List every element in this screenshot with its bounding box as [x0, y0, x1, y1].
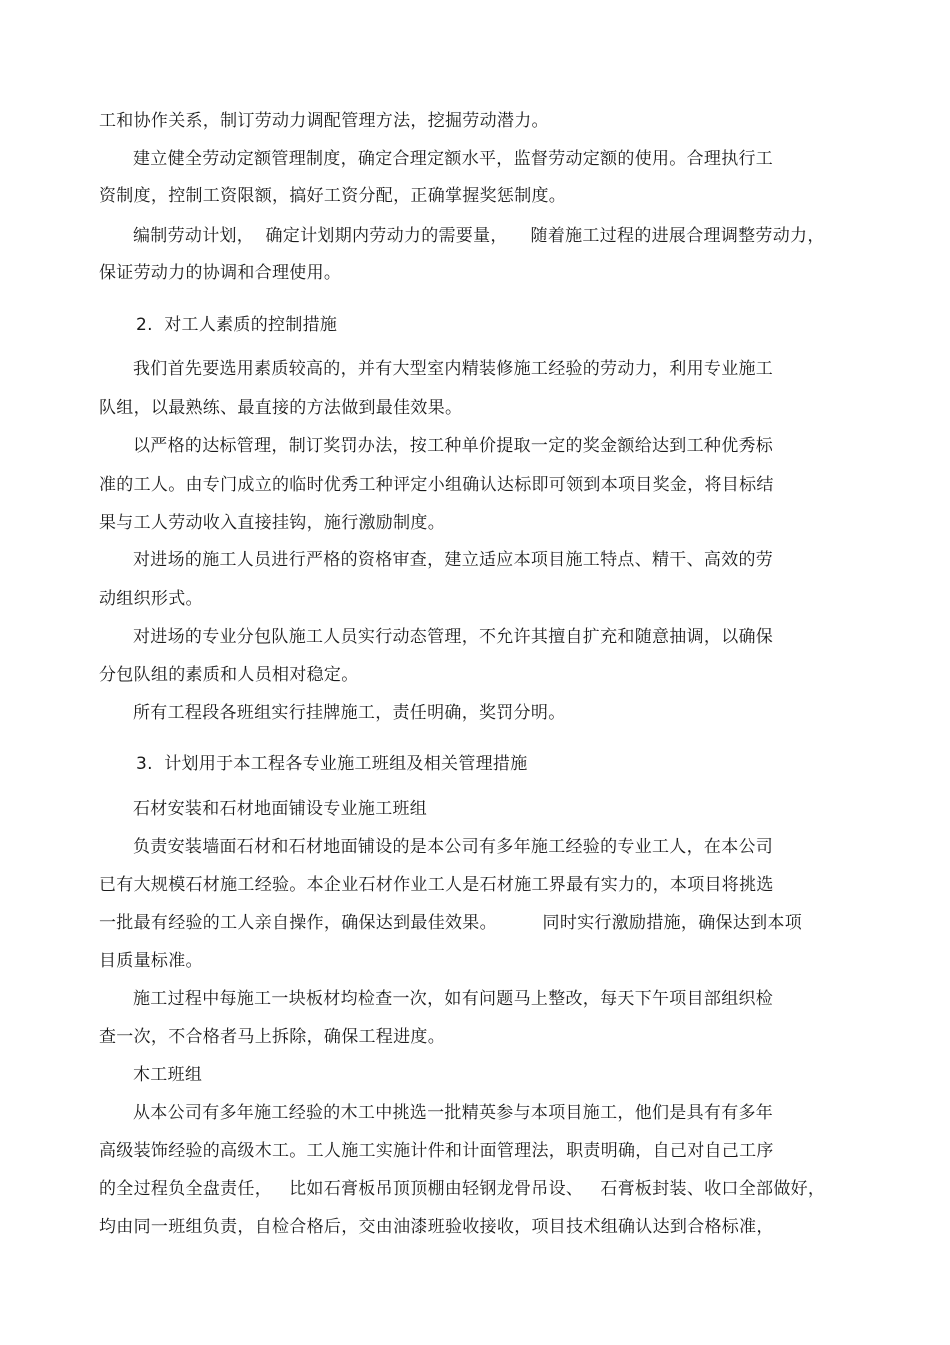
text-line-19: 负责安装墙面石材和石材地面铺设的是本公司有多年施工经验的专业工人，在本公司	[133, 837, 774, 857]
text-line-8: 队组，以最熟练、最直接的方法做到最佳效果。	[99, 398, 463, 418]
section-heading-2: 2. 对工人素质的控制措施	[136, 315, 338, 335]
text-line-28: 的全过程负全盘责任， 比如石膏板吊顶顶棚由轻钢龙骨吊设、 石膏板封装、收口全部做好，	[99, 1179, 826, 1199]
text-line-16: 所有工程段各班组实行挂牌施工，责任明确，奖罚分明。	[133, 703, 566, 723]
text-line-2: 建立健全劳动定额管理制度，确定合理定额水平，监督劳动定额的使用。合理执行工	[133, 149, 774, 169]
text-line-26: 从本公司有多年施工经验的木工中挑选一批精英参与本项目施工，他们是具有有多年	[133, 1103, 774, 1123]
text-line-10: 准的工人。由专门成立的临时优秀工种评定小组确认达标即可领到本项目奖金，将目标结	[99, 475, 774, 495]
text-line-21: 一批最有经验的工人亲自操作，确保达到最佳效果。 同时实行激励措施，确保达到本项	[99, 913, 803, 933]
text-line-27: 高级装饰经验的高级木工。工人施工实施计件和计面管理法，职责明确，自己对自己工序	[99, 1141, 774, 1161]
text-line-13: 动组织形式。	[99, 589, 203, 609]
subheading-carpentry-crew: 木工班组	[133, 1065, 203, 1085]
text-line-15: 分包队组的素质和人员相对稳定。	[99, 665, 359, 685]
text-line-11: 果与工人劳动收入直接挂钩，施行激励制度。	[99, 513, 445, 533]
text-line-22: 目质量标准。	[99, 951, 203, 971]
text-line-5: 保证劳动力的协调和合理使用。	[99, 263, 342, 283]
text-line-4: 编制劳动计划， 确定计划期内劳动力的需要量， 随着施工过程的进展合理调整劳动力，	[133, 226, 825, 246]
text-line-7: 我们首先要选用素质较高的，并有大型室内精装修施工经验的劳动力，利用专业施工	[133, 359, 774, 379]
text-line-23: 施工过程中每施工一块板材均检查一次，如有问题马上整改，每天下午项目部组织检	[133, 989, 774, 1009]
subheading-stone-crew: 石材安装和石材地面铺设专业施工班组	[133, 799, 428, 819]
text-line-14: 对进场的专业分包队施工人员实行动态管理，不允许其擅自扩充和随意抽调，以确保	[133, 627, 774, 647]
text-line-9: 以严格的达标管理，制订奖罚办法，按工种单价提取一定的奖金额给达到工种优秀标	[133, 436, 774, 456]
text-line-3: 资制度，控制工资限额，搞好工资分配，正确掌握奖惩制度。	[99, 186, 567, 206]
section-heading-3: 3. 计划用于本工程各专业施工班组及相关管理措施	[136, 754, 528, 774]
text-line-29: 均由同一班组负责，自检合格后，交由油漆班验收接收，项目技术组确认达到合格标准，	[99, 1217, 774, 1237]
text-line-24: 查一次，不合格者马上拆除，确保工程进度。	[99, 1027, 445, 1047]
text-line-12: 对进场的施工人员进行严格的资格审查，建立适应本项目施工特点、精干、高效的劳	[133, 550, 774, 570]
text-line-1: 工和协作关系，制订劳动力调配管理方法，挖掘劳动潜力。	[99, 111, 549, 131]
text-line-20: 已有大规模石材施工经验。本企业石材作业工人是石材施工界最有实力的，本项目将挑选	[99, 875, 774, 895]
